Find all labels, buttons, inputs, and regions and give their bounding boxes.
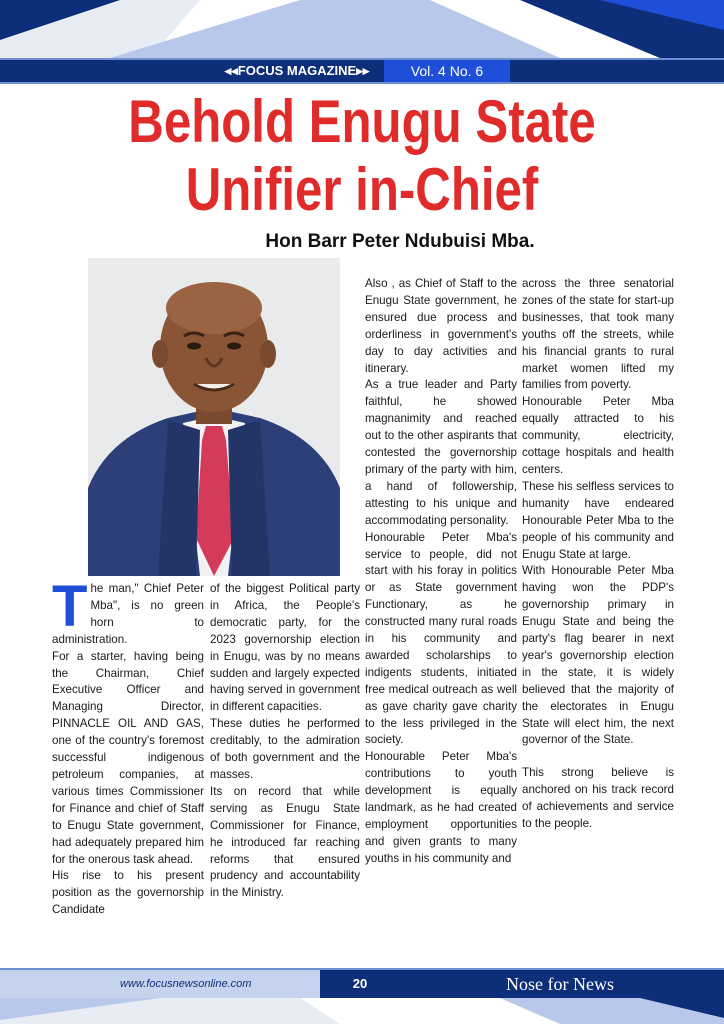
portrait-photo <box>88 258 340 576</box>
paragraph: These duties he performed creditably, to the admiration of both government and the masses. <box>210 717 360 781</box>
paragraph: As a true leader and Party faithful, he showed magnanimity and reached out to the other aspirants that contested the governorship primary of the party with him, a hand of followership, attesting to his unique and accommodating personality. <box>365 378 517 527</box>
paragraph: Honourable Peter Mba's service to people, did not start with his foray in politics or as State government Functionary, as he constructed many rural roads in his community and awarded scholarships to indigents students, initiated free medical outreach as well as gave charity gave charity to the less privileged in the society. <box>365 530 517 747</box>
headline <box>98 88 626 224</box>
top-decoration <box>0 0 724 58</box>
paragraph: With Honourable Peter Mba having won the PDP's governorship primary in Enugu State and being the party's flag bearer in next year's governorship election in the state, it is widely believed that the majority of the electorates in Enugu State will elect him, the next governor of the State. <box>522 564 674 747</box>
headline-line-2: Unifier in-Chief <box>185 156 539 223</box>
paragraph: Also , as Chief of Staff to the Enugu State government, he ensured due process and orderliness in government's day to day activities and itinerary. <box>365 277 517 375</box>
paragraph: Honourable Peter Mba equally attracted to his community, electricity, cottage hospitals and health centers. <box>522 395 674 476</box>
paragraph: His rise to his present position as the governorship Candidate <box>52 869 204 917</box>
paragraph: of the biggest Political party in Africa, the People's democratic party, for the 2023 governorship election in Enugu, was by no means sudden and largely expected having served in government in different capacities. <box>210 582 360 714</box>
article-column-2 <box>210 581 360 902</box>
volume-badge: Vol. 4 No. 6 <box>384 60 510 82</box>
website-link[interactable]: www.focusnewsonline.com <box>120 978 252 990</box>
paragraph: This strong believe is anchored on his track record of achievements and service to the people. <box>522 766 674 831</box>
paragraph: For a starter, having being the Chairman, Chief Executive Officer and Managing Director, PINNACLE OIL AND GAS, one of the country's foremost successful indigenous petroleum companies, at various times Commissioner for Finance and chief of Staff to Enugu State government, had adequately prepared him for the onerous task ahead. <box>52 649 204 866</box>
paragraph: Its on record that while serving as Enugu State Commissioner for Finance, he introduced far reaching reforms that ensured prudency and accountability in the Ministry. <box>210 784 360 900</box>
drop-cap: T <box>52 574 88 639</box>
headline-line-1: Behold Enugu State <box>128 88 596 155</box>
footer-slogan: Nose for News <box>506 974 614 994</box>
paragraph: Honourable Peter Mba's contributions to youth development is equally landmark, as he had created employment opportunities and given grants to many youths in his community and <box>365 750 517 865</box>
spacer <box>522 749 674 765</box>
article-column-1 <box>52 574 204 919</box>
magazine-title: FOCUS MAGAZINE <box>237 63 357 78</box>
arrow-left-icon: ◂◂ <box>224 63 238 78</box>
paragraph: he man," Chief Peter Mba", is no green horn to administration. <box>52 582 204 646</box>
paragraph: These his selfless services to humanity have endeared Honourable Peter Mba to the people of his community and Enugu State at large. <box>522 479 674 561</box>
page-number: 20 <box>352 976 368 991</box>
paragraph: across the three senatorial zones of the state for start-up businesses, that took many youths off the streets, while his financial grants to rural market women lifted my families from poverty. <box>522 277 674 392</box>
arrow-right-icon: ▸▸ <box>356 63 370 78</box>
article-column-4 <box>522 276 674 833</box>
article-column-3 <box>365 276 517 868</box>
bottom-decoration <box>0 998 724 1024</box>
subtitle: Hon Barr Peter Ndubuisi Mba. <box>265 231 535 252</box>
magazine-name <box>212 60 382 82</box>
